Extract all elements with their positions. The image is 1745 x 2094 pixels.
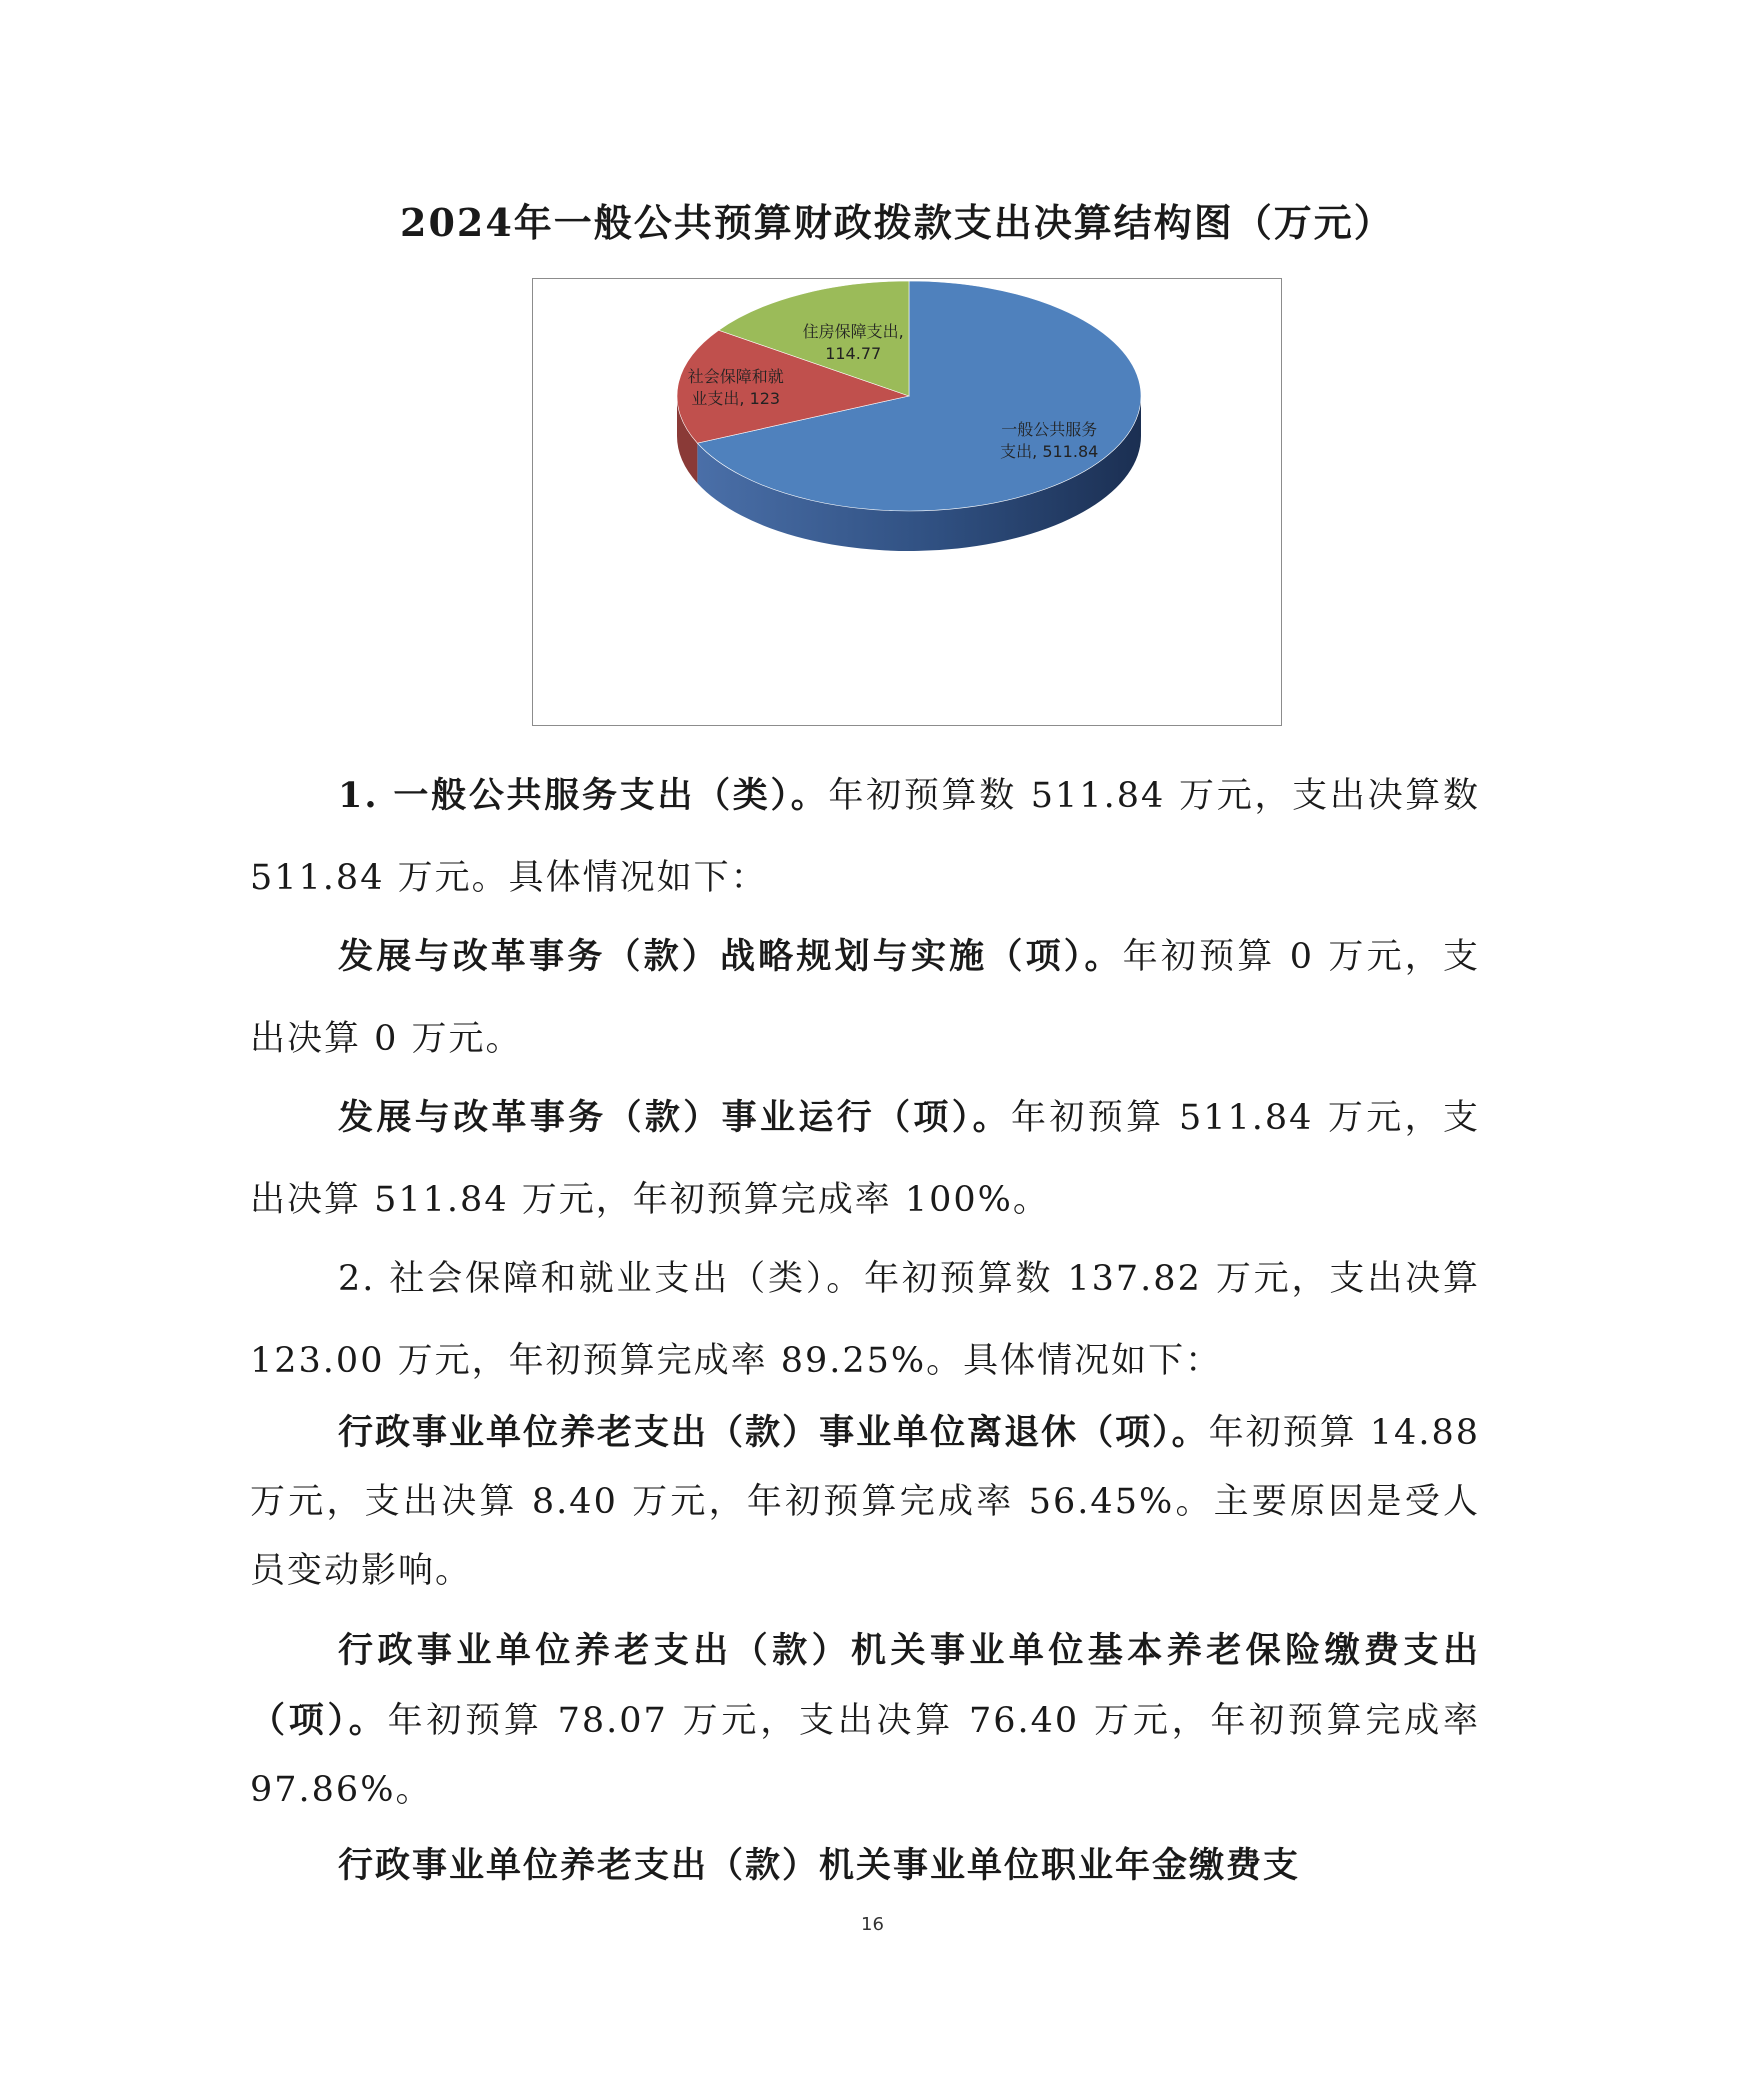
paragraph-body: 年初预算数 511.84 万元，支出决算数 511.84 万元。具体情况如下：	[250, 776, 1481, 898]
chart-title: 2024年一般公共预算财政拨款支出决算结构图（万元）	[400, 200, 1394, 245]
paragraph-lead: 行政事业单位养老支出（款）事业单位离退休（项）。	[338, 1412, 1209, 1453]
pie-chart-svg	[533, 279, 1283, 727]
pie-label-1: 社会保障和就业支出, 123	[687, 366, 784, 408]
paragraph-2	[250, 916, 1480, 1080]
paragraph-7	[250, 1831, 1480, 1901]
paragraph-6	[250, 1616, 1480, 1825]
paragraph-body: 年初预算 78.07 万元，支出决算 76.40 万元，年初预算完成率 97.86%。	[250, 1701, 1480, 1810]
paragraph-4	[250, 1238, 1480, 1402]
paragraph-body: 年初预算 14.88 万元，支出决算 8.40 万元，年初预算完成率 56.45%。主要原因是受人员变动影响。	[250, 1413, 1480, 1591]
paragraph-body: 年初预算 0 万元，支出决算 0 万元。	[250, 937, 1480, 1059]
paragraph-1	[250, 755, 1480, 919]
paragraph-5	[250, 1398, 1480, 1606]
paragraph-3	[250, 1077, 1480, 1241]
paragraph-body: 2. 社会保障和就业支出（类）。年初预算数 137.82 万元，支出决算 123.00 万元，年初预算完成率 89.25%。具体情况如下：	[250, 1259, 1480, 1381]
paragraph-lead: 行政事业单位养老支出（款）机关事业单位基本养老保险缴费支出（项）。	[250, 1630, 1480, 1741]
pie-chart	[532, 278, 1282, 726]
paragraph-lead: 行政事业单位养老支出（款）机关事业单位职业年金缴费支	[338, 1845, 1301, 1886]
paragraph-lead: 发展与改革事务（款）事业运行（项）。	[338, 1097, 1012, 1138]
page-number: 16	[861, 1914, 884, 1935]
pie-label-2: 住房保障支出, 114.77	[802, 321, 904, 363]
paragraph-lead: 1. 一般公共服务支出（类）。	[338, 775, 829, 816]
paragraph-body: 年初预算 511.84 万元，支出决算 511.84 万元，年初预算完成率 100%。	[250, 1098, 1480, 1220]
paragraph-lead: 发展与改革事务（款）战略规划与实施（项）。	[338, 936, 1123, 977]
pie-label-0: 一般公共服务支出, 511.84	[1000, 419, 1099, 461]
